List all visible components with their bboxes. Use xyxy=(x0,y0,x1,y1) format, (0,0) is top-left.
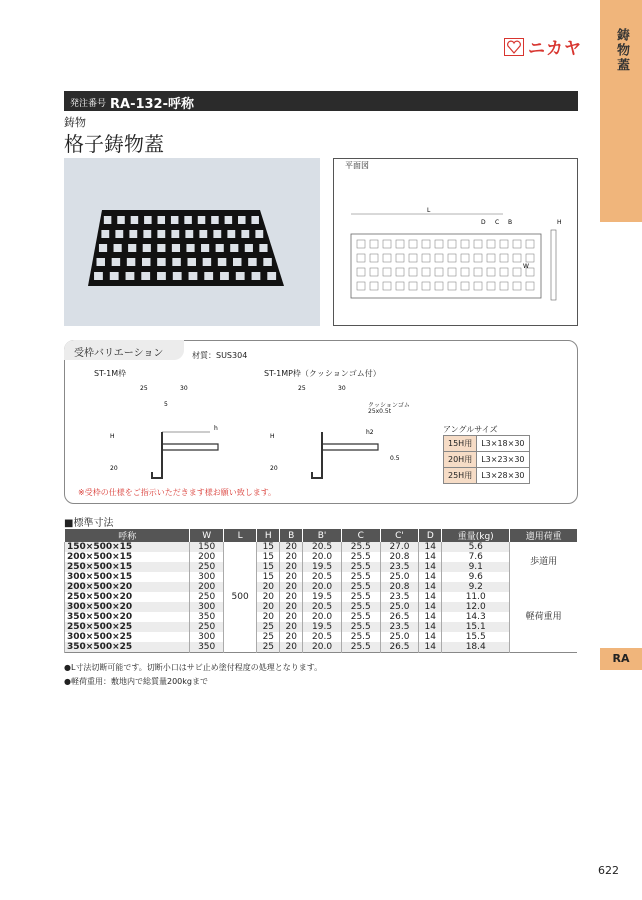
table-cell: 250 xyxy=(190,592,223,602)
dim-L: L xyxy=(427,207,431,214)
grate-opening xyxy=(259,244,267,252)
grate-opening xyxy=(131,216,139,224)
order-number-label: 発注番号 xyxy=(70,99,107,109)
table-cell: 20 xyxy=(280,562,303,572)
column-header: C xyxy=(341,529,380,542)
column-header: W xyxy=(190,529,223,542)
table-cell: 20 xyxy=(257,602,280,612)
grate-opening xyxy=(213,230,221,238)
table-cell: 9.6 xyxy=(442,572,510,582)
st1mp-label: ST-1MP枠（クッションゴム付） xyxy=(264,369,381,378)
table-cell: 300×500×20 xyxy=(65,602,190,612)
grate-opening xyxy=(236,272,245,280)
grate-opening xyxy=(142,258,150,266)
table-cell: 250×500×20 xyxy=(65,592,190,602)
column-header: D xyxy=(419,529,442,542)
angle-size-table xyxy=(443,435,530,484)
section-tab-label: 鋳物蓋 xyxy=(614,28,629,73)
table-cell: 25.5 xyxy=(341,562,380,572)
plan-opening xyxy=(474,282,482,290)
table-cell: 軽荷重用 xyxy=(510,582,577,653)
column-header: H xyxy=(257,529,280,542)
plan-opening xyxy=(383,254,391,262)
table-cell: 20.0 xyxy=(303,612,342,622)
plan-opening xyxy=(396,254,404,262)
table-cell: 14 xyxy=(419,582,442,592)
grate-opening xyxy=(199,230,207,238)
plan-opening xyxy=(357,240,365,248)
plan-opening xyxy=(422,282,430,290)
table-cell: 250×500×15 xyxy=(65,562,190,572)
grate-opening xyxy=(198,216,206,224)
grate-opening xyxy=(129,230,137,238)
grate-opening xyxy=(157,230,165,238)
table-row xyxy=(65,572,578,582)
table-cell: 14 xyxy=(419,542,442,552)
column-header: B' xyxy=(303,529,342,542)
table-cell: 19.5 xyxy=(303,622,342,632)
table-cell: 14.3 xyxy=(442,612,510,622)
grate-opening xyxy=(241,230,249,238)
plan-opening xyxy=(357,268,365,276)
plan-opening xyxy=(383,282,391,290)
grate-opening xyxy=(227,230,235,238)
grate-opening xyxy=(104,216,112,224)
plan-opening xyxy=(370,254,378,262)
angle-key: 25H用 xyxy=(444,468,477,484)
grate-opening xyxy=(245,244,253,252)
table-cell: 20 xyxy=(280,632,303,642)
page-number: 622 xyxy=(598,864,619,877)
grate-opening xyxy=(263,258,271,266)
table-cell: 20.8 xyxy=(380,552,419,562)
plan-opening xyxy=(474,268,482,276)
category-label: 鋳物 xyxy=(64,116,86,129)
plan-opening xyxy=(370,240,378,248)
cushion-label: クッションゴム xyxy=(368,402,410,409)
table-cell: 25 xyxy=(257,642,280,653)
footnote: ●L寸法切断可能です。切断小口はサビ止め塗付程度の処理となります。 xyxy=(64,663,323,672)
table-cell: 20 xyxy=(280,622,303,632)
table-cell: 20 xyxy=(257,592,280,602)
table-row xyxy=(65,582,578,592)
dim-3: 5 xyxy=(164,401,168,408)
table-cell: 150 xyxy=(190,542,223,552)
table-cell: 20 xyxy=(280,602,303,612)
table-cell: 350×500×25 xyxy=(65,642,190,653)
column-header: 重量(kg) xyxy=(442,529,510,542)
grate-opening xyxy=(143,230,151,238)
grate-opening xyxy=(233,258,241,266)
table-cell: 14 xyxy=(419,632,442,642)
grate-opening xyxy=(99,244,107,252)
table-cell: 23.5 xyxy=(380,562,419,572)
table-cell: 20.8 xyxy=(380,582,419,592)
plan-opening xyxy=(461,240,469,248)
plan-opening xyxy=(526,282,534,290)
frame-note: ※受枠の仕様をご指示いただきます様お願い致します。 xyxy=(78,488,277,497)
table-cell: 300×500×15 xyxy=(65,572,190,582)
section-code-badge: RA xyxy=(600,648,642,670)
angle-value: L3×18×30 xyxy=(477,436,529,452)
table-cell: 14 xyxy=(419,622,442,632)
table-cell: 7.6 xyxy=(442,552,510,562)
order-number-bar xyxy=(64,91,578,111)
frame-variation-title: 受枠バリエーション xyxy=(74,348,164,359)
plan-opening xyxy=(487,282,495,290)
plan-opening xyxy=(487,254,495,262)
plan-opening xyxy=(448,254,456,262)
angle-key: 20H用 xyxy=(444,452,477,468)
table-cell: 25 xyxy=(257,622,280,632)
plan-opening xyxy=(357,282,365,290)
grate-opening xyxy=(203,258,211,266)
table-cell: 14 xyxy=(419,592,442,602)
table-row xyxy=(65,602,578,612)
plan-opening xyxy=(487,240,495,248)
dim-D: D xyxy=(481,219,486,226)
order-number-code: RA-132-呼称 xyxy=(110,97,194,112)
table-cell: 250 xyxy=(190,622,223,632)
plan-opening xyxy=(500,268,508,276)
angle-key: 15H用 xyxy=(444,436,477,452)
plan-opening xyxy=(422,254,430,262)
plan-opening xyxy=(513,254,521,262)
table-row xyxy=(65,622,578,632)
grate-opening xyxy=(185,230,193,238)
standard-dimensions-table xyxy=(64,529,577,653)
angle-value: L3×23×30 xyxy=(477,452,529,468)
table-cell: 250×500×25 xyxy=(65,622,190,632)
plan-opening xyxy=(526,240,534,248)
dim-05: 0.5 xyxy=(390,455,400,462)
table-cell: 26.5 xyxy=(380,612,419,622)
column-header: C' xyxy=(380,529,419,542)
grate-opening xyxy=(201,244,209,252)
table-cell: 20 xyxy=(280,572,303,582)
table-cell: 25 xyxy=(257,632,280,642)
table-cell: 300×500×25 xyxy=(65,632,190,642)
table-cell: 25.5 xyxy=(341,612,380,622)
grate-opening xyxy=(157,258,165,266)
column-header: 適用荷重 xyxy=(510,529,577,542)
dim-W: W xyxy=(523,263,529,270)
table-cell: 14 xyxy=(419,572,442,582)
plan-opening xyxy=(461,254,469,262)
st1mp-drawing xyxy=(266,380,406,485)
grate-opening xyxy=(238,216,246,224)
grate-opening xyxy=(101,230,109,238)
table-cell: 25.0 xyxy=(380,602,419,612)
table-cell: 20 xyxy=(280,582,303,592)
table-row xyxy=(65,542,578,552)
grate-opening xyxy=(255,230,263,238)
plan-opening xyxy=(487,268,495,276)
plan-opening xyxy=(435,240,443,248)
dim-25: 25 xyxy=(140,385,148,392)
plan-opening xyxy=(409,268,417,276)
plan-drawing xyxy=(333,158,578,326)
table-cell: 150×500×15 xyxy=(65,542,190,552)
table-cell: 27.0 xyxy=(380,542,419,552)
table-cell: 20.0 xyxy=(303,642,342,653)
grate-opening xyxy=(110,272,119,280)
st1m-label: ST-1M枠 xyxy=(94,369,127,378)
angle-row xyxy=(444,468,530,484)
dim-30: 30 xyxy=(180,385,188,392)
table-cell: 25.5 xyxy=(341,602,380,612)
grate-opening xyxy=(252,272,261,280)
brand-name: ニカヤ xyxy=(528,39,582,59)
table-cell: 350 xyxy=(190,612,223,622)
grate-opening xyxy=(172,258,180,266)
table-cell: 11.0 xyxy=(442,592,510,602)
table-cell: 15.1 xyxy=(442,622,510,632)
dim-25b: 25 xyxy=(298,385,306,392)
table-cell: 350×500×20 xyxy=(65,612,190,622)
table-cell: 300 xyxy=(190,602,223,612)
plan-opening xyxy=(461,268,469,276)
grate-opening xyxy=(157,272,166,280)
plan-opening xyxy=(448,282,456,290)
grate-opening xyxy=(112,258,120,266)
angle-value: L3×28×30 xyxy=(477,468,529,484)
table-cell: 25.5 xyxy=(341,572,380,582)
grate-opening xyxy=(144,216,152,224)
table-cell: 350 xyxy=(190,642,223,653)
dim-H: H xyxy=(110,433,115,440)
plan-opening xyxy=(513,240,521,248)
grate-opening xyxy=(186,244,194,252)
plan-opening xyxy=(396,282,404,290)
grate-opening xyxy=(218,258,226,266)
column-header: L xyxy=(223,529,256,542)
dim-H: H xyxy=(557,219,562,226)
plan-opening xyxy=(409,254,417,262)
plan-opening xyxy=(409,282,417,290)
table-cell: 12.0 xyxy=(442,602,510,612)
section-tab xyxy=(600,0,642,222)
table-cell: 25.0 xyxy=(380,572,419,582)
plan-opening xyxy=(474,240,482,248)
table-cell: 20 xyxy=(280,612,303,622)
plan-opening xyxy=(500,282,508,290)
grate-opening xyxy=(225,216,233,224)
grate-opening xyxy=(143,244,151,252)
plan-opening xyxy=(383,240,391,248)
dim-20b: 20 xyxy=(270,465,278,472)
grate-opening xyxy=(204,272,213,280)
grate-opening xyxy=(173,272,182,280)
plan-opening xyxy=(383,268,391,276)
table-cell: 26.5 xyxy=(380,642,419,653)
plan-opening xyxy=(396,240,404,248)
table-cell: 25.5 xyxy=(341,642,380,653)
table-cell: 15.5 xyxy=(442,632,510,642)
dim-30b: 30 xyxy=(338,385,346,392)
grate-opening xyxy=(251,216,259,224)
table-cell: 25.5 xyxy=(341,632,380,642)
plan-opening xyxy=(500,240,508,248)
plan-opening xyxy=(513,268,521,276)
plan-opening xyxy=(357,254,365,262)
table-cell: 15 xyxy=(257,552,280,562)
table-cell: 25.5 xyxy=(341,582,380,592)
grate-opening xyxy=(184,216,192,224)
table-cell: 23.5 xyxy=(380,592,419,602)
table-cell: 5.6 xyxy=(442,542,510,552)
table-cell: 20.5 xyxy=(303,572,342,582)
plan-opening xyxy=(422,240,430,248)
table-cell: 14 xyxy=(419,562,442,572)
table-row xyxy=(65,592,578,602)
plan-opening xyxy=(474,254,482,262)
table-cell: 20 xyxy=(280,592,303,602)
plan-opening xyxy=(500,254,508,262)
table-cell: 20.0 xyxy=(303,582,342,592)
table-cell: 19.5 xyxy=(303,592,342,602)
dim-B: B xyxy=(508,219,513,226)
table-cell: 20.5 xyxy=(303,542,342,552)
table-cell: 20 xyxy=(257,582,280,592)
cushion-size: 25x0.5t xyxy=(368,408,392,415)
dim-C: C xyxy=(495,219,500,226)
angle-row xyxy=(444,452,530,468)
st1m-drawing xyxy=(100,380,230,485)
table-cell: 19.5 xyxy=(303,562,342,572)
table-cell: 20.5 xyxy=(303,602,342,612)
table-cell: 20 xyxy=(280,542,303,552)
plan-drawing-label: 平面図 xyxy=(345,161,369,170)
table-cell: 20.0 xyxy=(303,552,342,562)
plan-opening xyxy=(435,254,443,262)
plan-opening xyxy=(396,268,404,276)
grate-opening xyxy=(171,230,179,238)
plan-opening xyxy=(435,268,443,276)
product-photo xyxy=(64,158,320,326)
grate-opening xyxy=(216,244,224,252)
grate-opening xyxy=(157,244,165,252)
grate-opening xyxy=(230,244,238,252)
standard-dimensions-heading: ■標準寸法 xyxy=(64,518,114,529)
table-cell: 15 xyxy=(257,572,280,582)
table-cell: 9.2 xyxy=(442,582,510,592)
angle-size-title: アングルサイズ xyxy=(443,425,498,434)
table-cell: 25.5 xyxy=(341,592,380,602)
grate-opening xyxy=(94,272,103,280)
grate-opening xyxy=(127,258,135,266)
plan-opening xyxy=(448,240,456,248)
table-cell: 歩道用 xyxy=(510,542,577,582)
plan-opening xyxy=(526,254,534,262)
heart-icon xyxy=(504,38,524,56)
footnote: ●軽荷重用：敷地内で総質量200kgまで xyxy=(64,677,208,686)
column-header: 呼称 xyxy=(65,529,190,542)
plan-opening xyxy=(409,240,417,248)
table-cell: 14 xyxy=(419,612,442,622)
table-cell: 300 xyxy=(190,632,223,642)
grate-opening xyxy=(126,272,135,280)
table-cell: 20 xyxy=(280,642,303,653)
dim-h2: h2 xyxy=(366,429,374,436)
table-cell: 300 xyxy=(190,572,223,582)
table-cell: 200 xyxy=(190,582,223,592)
table-cell: 200 xyxy=(190,552,223,562)
material-label: 材質：SUS304 xyxy=(192,351,248,360)
plan-opening xyxy=(448,268,456,276)
table-cell: 14 xyxy=(419,642,442,653)
table-row xyxy=(65,642,578,653)
grate-opening xyxy=(96,258,104,266)
plan-opening xyxy=(435,282,443,290)
grate-opening xyxy=(220,272,229,280)
table-cell: 25.0 xyxy=(380,632,419,642)
column-header: B xyxy=(280,529,303,542)
table-cell: 20 xyxy=(257,612,280,622)
table-cell: 25.5 xyxy=(341,552,380,562)
table-cell: 14 xyxy=(419,552,442,562)
table-cell: 15 xyxy=(257,562,280,572)
brand-logo xyxy=(504,34,582,59)
dim-h: h xyxy=(214,425,218,432)
table-row xyxy=(65,612,578,622)
dim-20: 20 xyxy=(110,465,118,472)
grate-opening xyxy=(171,216,179,224)
plan-opening xyxy=(461,282,469,290)
table-cell: 20 xyxy=(280,552,303,562)
page-title: 格子鋳物蓋 xyxy=(64,132,164,156)
grate-opening xyxy=(117,216,125,224)
table-cell: 25.5 xyxy=(341,542,380,552)
table-cell: 14 xyxy=(419,602,442,612)
table-cell: 200×500×20 xyxy=(65,582,190,592)
table-row xyxy=(65,632,578,642)
plan-opening xyxy=(370,282,378,290)
grate-opening xyxy=(114,244,122,252)
plan-opening xyxy=(370,268,378,276)
table-cell: 25.5 xyxy=(341,622,380,632)
grate-opening xyxy=(211,216,219,224)
table-cell: 20.5 xyxy=(303,632,342,642)
table-cell: 250 xyxy=(190,562,223,572)
table-row xyxy=(65,552,578,562)
table-row xyxy=(65,562,578,572)
table-cell: 500 xyxy=(223,542,256,653)
grate-opening xyxy=(141,272,150,280)
grate-opening xyxy=(267,272,276,280)
table-cell: 9.1 xyxy=(442,562,510,572)
table-cell: 200×500×15 xyxy=(65,552,190,562)
grate-opening xyxy=(172,244,180,252)
table-cell: 18.4 xyxy=(442,642,510,653)
dim-Hb: H xyxy=(270,433,275,440)
plan-opening xyxy=(513,282,521,290)
table-cell: 23.5 xyxy=(380,622,419,632)
grate-opening xyxy=(158,216,166,224)
grate-opening xyxy=(115,230,123,238)
table-cell: 15 xyxy=(257,542,280,552)
grate-opening xyxy=(187,258,195,266)
angle-row xyxy=(444,436,530,452)
grate-opening xyxy=(189,272,198,280)
plan-opening xyxy=(422,268,430,276)
grate-opening xyxy=(248,258,256,266)
grate-opening xyxy=(128,244,136,252)
